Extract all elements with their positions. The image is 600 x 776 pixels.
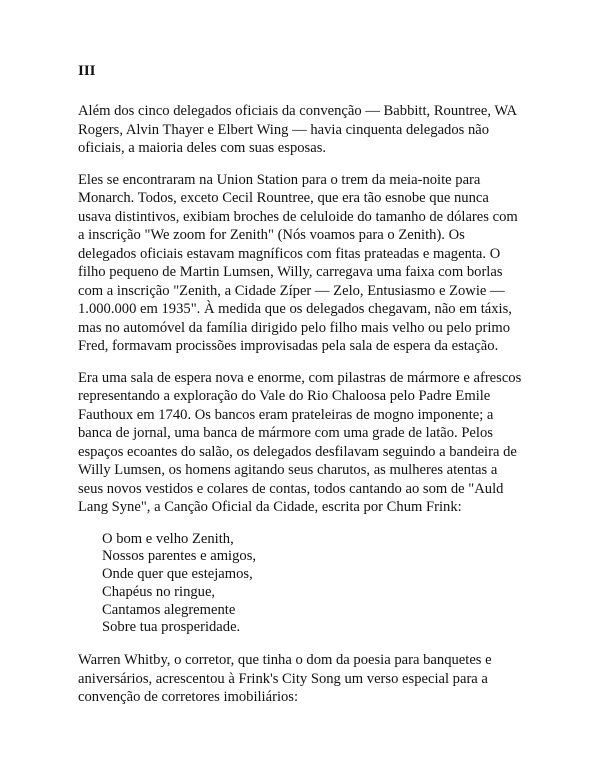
document-page <box>78 62 546 720</box>
text-line: espaços ecoantes do salão, os delegados desfilavam seguindo a bandeira de <box>78 443 517 460</box>
text-line: Willy Lumsen, os homens agitando seus charutos, as mulheres atentas a <box>78 462 498 478</box>
text-line: Eles se encontraram na Union Station para o trem da meia-noite para <box>78 171 481 188</box>
text-line: oficiais, a maioria deles com suas esposas. <box>78 140 327 156</box>
text-line: Fauthoux em 1740. Os bancos eram prateleiras de mogno imponente; a <box>78 406 494 423</box>
text-line: convenção de corretores imobiliários: <box>78 689 299 706</box>
text-line: banca de jornal, uma banca de mármore com uma grade de latão. Pelos <box>78 425 493 441</box>
text-line: com a inscrição "Zenith, a Cidade Zíper — Zelo, Entusiasmo e Zowie — <box>78 282 505 299</box>
text-line: aniversários, acrescentou à Frink's City Song um verso especial para a <box>78 670 488 687</box>
text-line: delegados oficiais estavam magníficos com fitas prateadas e magenta. O <box>78 245 501 262</box>
paragraph-closing <box>78 651 546 707</box>
poem-block <box>102 531 546 638</box>
text-line: Monarch. Todos, exceto Cecil Rountree, que era tão esnobe que nunca <box>78 190 489 206</box>
chapter-heading: III <box>78 63 96 79</box>
text-line: Além dos cinco delegados oficiais da convenção — Babbitt, Rountree, WA <box>78 103 518 119</box>
poem-line: Chapéus no ringue, <box>102 583 216 600</box>
poem-line: Nossos parentes e amigos, <box>102 548 257 565</box>
poem-line: Sobre tua prosperidade. <box>102 619 241 636</box>
text-line: a inscrição "We zoom for Zenith" (Nós voamos para o Zenith). Os <box>78 227 465 243</box>
text-line: 1.000.000 em 1935". À medida que os delegados chegavam, não em táxis, <box>78 301 512 317</box>
text-line: filho pequeno de Martin Lumsen, Willy, carregava uma faixa com borlas <box>78 264 503 280</box>
text-line: Era uma sala de espera nova e enorme, com pilastras de mármore e afrescos <box>78 369 522 386</box>
text-line: Lang Syne", a Canção Oficial da Cidade, escrita por Chum Frink: <box>78 499 462 515</box>
paragraph-3 <box>78 369 546 517</box>
text-line: representando a exploração do Vale do Rio Chaloosa pelo Padre Emile <box>78 388 491 404</box>
text-line: Fred, formavam procissões improvisadas pela sala de espera da estação. <box>78 338 499 354</box>
text-line: usava distintivos, exibiam broches de celuloide do tamanho de dólares com <box>78 208 518 225</box>
text-line: Rogers, Alvin Thayer e Elbert Wing — havia cinquenta delegados não <box>78 121 490 138</box>
paragraph-1 <box>78 102 546 158</box>
text-line: seus novos vestidos e colares de contas, todos cantando ao som de "Auld <box>78 480 504 497</box>
poem-line: Cantamos alegremente <box>102 601 236 618</box>
paragraph-2 <box>78 171 546 356</box>
text-line: Warren Whitby, o corretor, que tinha o dom da poesia para banquetes e <box>78 652 492 669</box>
poem-line: Onde quer que estejamos, <box>102 566 253 583</box>
poem-line: O bom e velho Zenith, <box>102 530 234 547</box>
text-line: mas no automóvel da família dirigido pelo filho mais velho ou pelo primo <box>78 319 511 336</box>
